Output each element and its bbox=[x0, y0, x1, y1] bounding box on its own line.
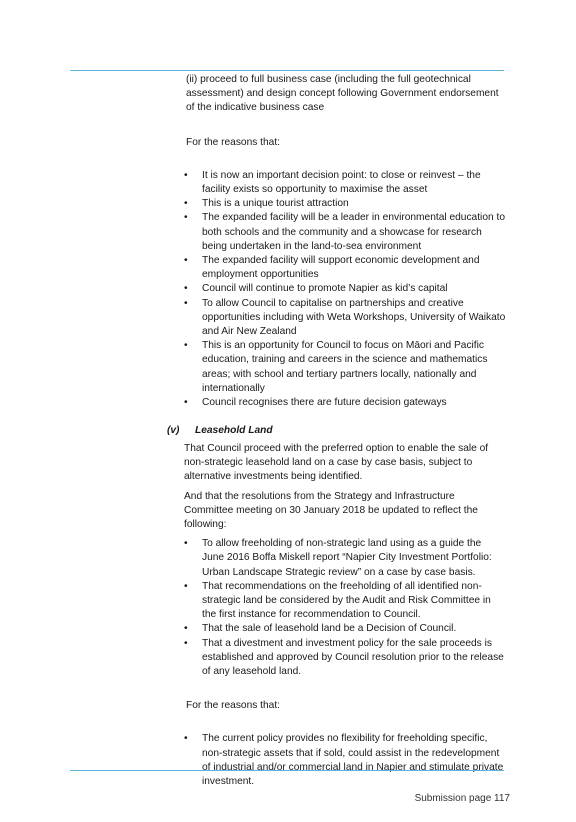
list-item: • To allow Council to capitalise on partnerships and creative opportunities including with Weta Workshops, University of Waikato and Air New Zealand bbox=[184, 297, 506, 340]
intro-block bbox=[184, 73, 506, 410]
page-number: Submission page 117 bbox=[414, 793, 510, 804]
list-item: • That recommendations on the freeholding of all identified non-strategic land be considered by the Audit and Risk Committee in the first instance for recommendation to Council. bbox=[184, 580, 506, 623]
section-body bbox=[184, 442, 506, 789]
reasons-list-2 bbox=[184, 732, 506, 789]
section-heading bbox=[167, 424, 507, 438]
resolution-list bbox=[184, 537, 506, 679]
header-rule bbox=[70, 70, 504, 71]
list-item: • This is an opportunity for Council to focus on Māori and Pacific education, training and careers in the science and mathematics areas; with school and tertiary partners locally, nationally and internationally bbox=[184, 339, 506, 396]
section-title: Leasehold Land bbox=[195, 425, 273, 436]
section-number: (v) bbox=[167, 425, 180, 436]
list-item: • That the sale of leasehold land be a Decision of Council. bbox=[184, 622, 506, 636]
list-item: • The expanded facility will support economic development and employment opportunities bbox=[184, 254, 506, 282]
intro-paragraph: (ii) proceed to full business case (including the full geotechnical assessment) and design concept following Government endorsement of the indicative business case bbox=[186, 74, 499, 114]
list-item: • This is a unique tourist attraction bbox=[184, 197, 506, 211]
section-paragraph-2: And that the resolutions from the Strategy and Infrastructure Committee meeting on 30 January 2018 be updated to reflect the following: bbox=[184, 490, 478, 531]
section-paragraph-1: That Council proceed with the preferred option to enable the sale of non-strategic leasehold land on a case by case basis, subject to alternative investments being identified. bbox=[184, 443, 489, 483]
list-item: • That a divestment and investment policy for the sale proceeds is established and approved by Council resolution prior to the release of any leasehold land. bbox=[184, 637, 506, 680]
list-item: • To allow freeholding of non-strategic land using as a guide the June 2016 Boffa Miskell report “Napier City Investment Portfolio: Urban Landscape Strategic review” on a case by case basis. bbox=[184, 537, 506, 580]
list-item: • Council will continue to promote Napier as kid’s capital bbox=[184, 282, 506, 296]
list-item: • The expanded facility will be a leader in environmental education to both schools and the community and a showcase for research being undertaken in the land-to-sea environment bbox=[184, 211, 506, 254]
list-item: • Council recognises there are future decision gateways bbox=[184, 396, 506, 410]
list-item: • The current policy provides no flexibility for freeholding specific, non-strategic assets that if sold, could assist in the redevelopment of industrial and/or commercial land in Napier and stimulate private investment. bbox=[184, 732, 506, 789]
reasons-list bbox=[184, 169, 506, 410]
list-item: • It is now an important decision point: to close or reinvest – the facility exists so opportunity to maximise the asset bbox=[184, 169, 506, 197]
reasons-lead-2: For the reasons that: bbox=[186, 700, 281, 712]
footer-rule bbox=[70, 770, 504, 771]
reasons-lead: For the reasons that: bbox=[186, 136, 281, 148]
